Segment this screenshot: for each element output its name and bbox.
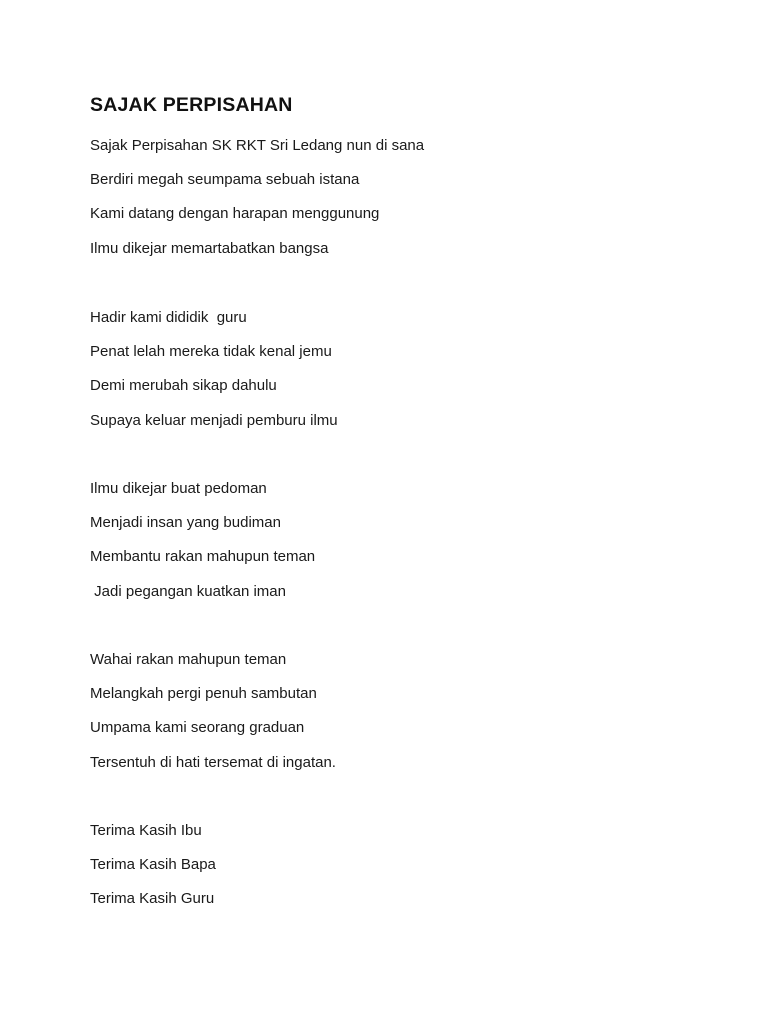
poem-line: Terima Kasih Bapa (90, 856, 216, 874)
poem-line: Ilmu dikejar memartabatkan bangsa (90, 239, 329, 257)
poem-line: Terima Kasih Ibu (90, 822, 202, 839)
poem-line: Hadir kami dididik guru (90, 309, 247, 326)
poem-line: Jadi pegangan kuatkan iman (90, 582, 286, 600)
stanza (90, 479, 315, 616)
stanza (90, 821, 216, 924)
poem-title: SAJAK PERPISAHAN (90, 94, 293, 116)
poem-line: Terima Kasih Guru (90, 890, 215, 908)
stanza (90, 650, 336, 787)
poem-line: Supaya keluar menjadi pemburu ilmu (90, 411, 338, 429)
poem-line: Tersentuh di hati tersemat di ingatan. (90, 753, 336, 771)
poem-line: Umpama kami seorang graduan (90, 719, 305, 737)
poem-line: Kami datang dengan harapan menggunung (90, 205, 380, 223)
poem-line: Sajak Perpisahan SK RKT Sri Ledang nun di sana (90, 137, 425, 154)
poem-line: Penat lelah mereka tidak kenal jemu (90, 343, 332, 361)
poem-line: Wahai rakan mahupun teman (90, 651, 287, 668)
poem-line: Melangkah pergi penuh sambutan (90, 685, 317, 703)
stanza (90, 136, 424, 273)
poem-line: Menjadi insan yang budiman (90, 514, 281, 532)
poem-line: Membantu rakan mahupun teman (90, 548, 316, 566)
poem-line: Demi merubah sikap dahulu (90, 377, 277, 395)
stanza (90, 308, 338, 445)
poem-line: Ilmu dikejar buat pedoman (90, 480, 267, 497)
poem-line: Berdiri megah seumpama sebuah istana (90, 171, 360, 189)
